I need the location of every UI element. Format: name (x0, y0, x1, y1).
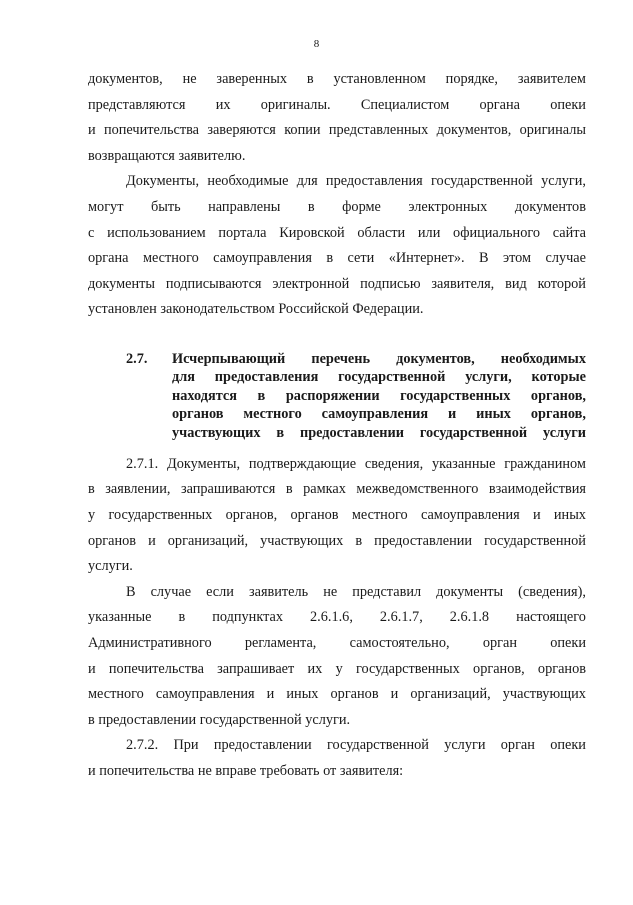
section-heading (88, 350, 586, 442)
text-line: Документы, необходимые для предоставления государственной услуги, (126, 173, 586, 190)
heading-line: для предоставления государственной услуги, которые (172, 369, 586, 386)
heading-line: органов местного самоуправления и иных органов, (172, 406, 586, 423)
text-line: и попечительства не вправе требовать от заявителя: (88, 763, 404, 780)
text-line: могут быть направлены в форме электронных документов (88, 198, 586, 215)
heading-line: Исчерпывающий перечень документов, необходимых (172, 350, 586, 367)
text-line: В случае если заявитель не представил документы (сведения), (126, 583, 586, 600)
text-line: представляются их оригиналы. Специалистом органа опеки (88, 96, 586, 113)
text-line: документов, не заверенных в установленном порядке, заявителем (88, 71, 586, 87)
text-line: 2.7.1. Документы, подтверждающие сведения, указанные гражданином (126, 455, 586, 472)
paragraphs-before-heading (88, 67, 586, 323)
heading-line: участвующих в предоставлении государственной услуги (172, 424, 586, 441)
text-line: органов и организаций, участвующих в предоставлении государственной (88, 532, 586, 549)
paragraphs-after-heading (88, 452, 586, 785)
text-line: возвращаются заявителю. (88, 147, 246, 164)
document-body (88, 67, 586, 785)
page-number: 8 (313, 38, 320, 50)
section-number: 2.7. (126, 350, 148, 367)
text-line: документы подписываются электронной подписью заявителя, вид которой (88, 275, 586, 292)
text-line: Административного регламента, самостоятельно, орган опеки (88, 635, 586, 652)
text-line: в заявлении, запрашиваются в рамках межведомственного взаимодействия (88, 481, 586, 498)
text-line: указанные в подпунктах 2.6.1.6, 2.6.1.7, 2.6.1.8 настоящего (88, 609, 586, 626)
text-line: установлен законодательством Российской Федерации. (88, 301, 424, 318)
section-title (172, 350, 586, 442)
text-line: у государственных органов, органов местного самоуправления и иных (88, 507, 586, 524)
text-line: с использованием портала Кировской области или официального сайта (88, 224, 586, 241)
heading-line: находятся в распоряжении государственных органов, (172, 387, 586, 404)
text-line: услуги. (88, 558, 133, 575)
text-line: в предоставлении государственной услуги. (88, 711, 351, 728)
text-line: и попечительства запрашивает их у государственных органов, органов (88, 660, 586, 677)
text-line: органа местного самоуправления в сети «Интернет». В этом случае (88, 250, 586, 267)
text-line: 2.7.2. При предоставлении государственной услуги орган опеки (126, 737, 586, 754)
text-line: местного самоуправления и иных органов и организаций, участвующих (88, 686, 586, 703)
text-line: и попечительства заверяются копии представленных документов, оригиналы (88, 122, 586, 139)
